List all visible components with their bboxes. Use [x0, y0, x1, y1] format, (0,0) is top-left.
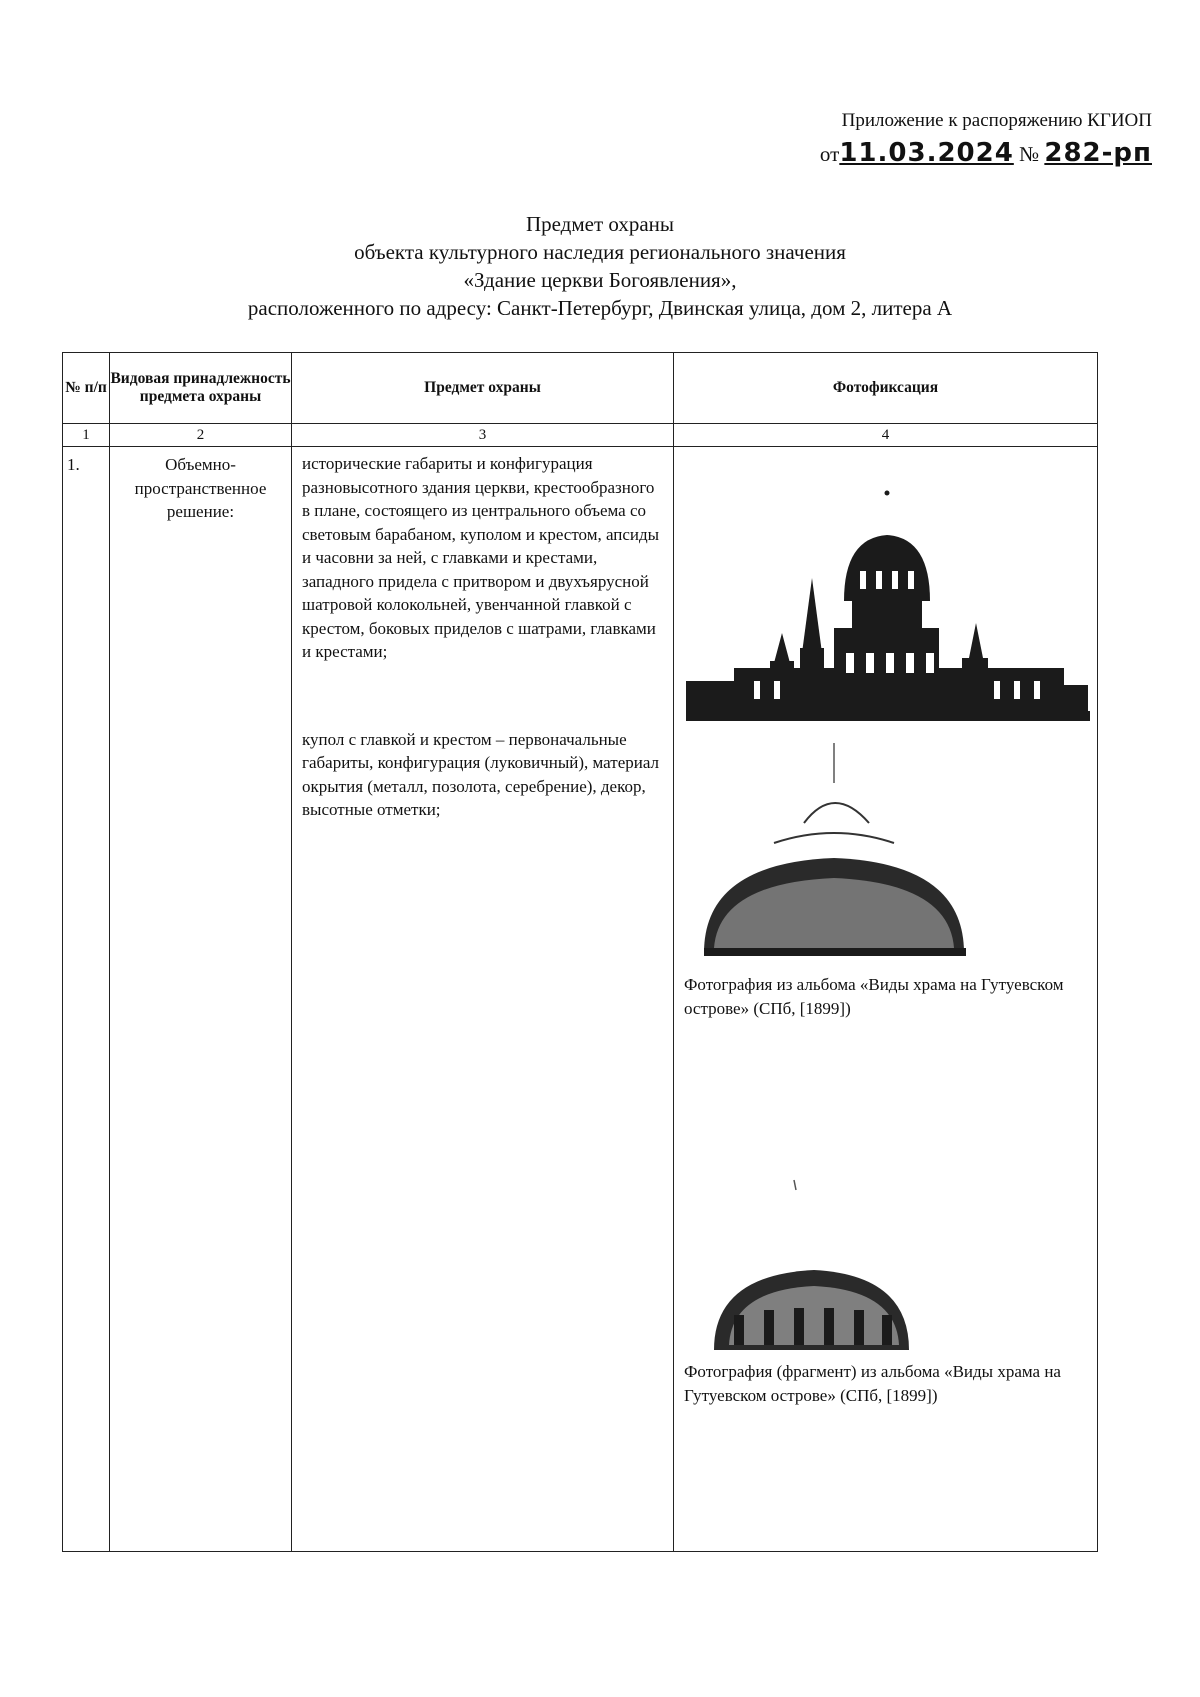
column-number: 2 — [110, 424, 292, 447]
dome-photo — [674, 743, 1096, 973]
drum-photo — [674, 1060, 1096, 1360]
table-row — [63, 447, 1098, 1552]
appendix-line: Приложение к распоряжению КГИОП — [841, 110, 1152, 131]
handwritten-number: 282-рп — [1044, 138, 1152, 168]
column-number-row — [63, 424, 1098, 447]
church-photo — [674, 453, 1096, 743]
protection-table — [62, 352, 1098, 1552]
row-category: Объемно-пространственное решение: — [110, 447, 292, 1552]
appendix-block — [820, 108, 1152, 167]
column-number: 1 — [63, 424, 110, 447]
title-line-4: расположенного по адресу: Санкт-Петербург, Двинская улица, дом 2, литера А — [247, 296, 953, 320]
photo-caption-2: Фотография (фрагмент) из альбома «Виды храма на Гутуевском острове» (СПб, [1899]) — [684, 1362, 1061, 1405]
title-line-2: объекта культурного наследия регионального значения — [354, 240, 846, 264]
header-subject: Предмет охраны — [292, 353, 674, 424]
handwritten-date: 11.03.2024 — [839, 138, 1014, 168]
header-category: Видовая принадлежность предмета охраны — [110, 353, 292, 424]
subject-item-1: исторические габариты и конфигурация разновысотного здания церкви, крестообразного в плане, состоящего из центрального объема со световым барабаном, куполом и крестом, апсиды и часовни за ней, с главками и крестами, западного придела с притвором и двухъярусной шатровой колокольней, увенчанной главкой с крестом, боковых приделов с шатрами, главками и крестами; — [302, 454, 660, 661]
photo-caption-1: Фотография из альбома «Виды храма на Гутуевском острове» (СПб, [1899]) — [684, 975, 1064, 1018]
column-number: 3 — [292, 424, 674, 447]
header-row — [63, 353, 1098, 424]
appendix-date-line — [820, 140, 1152, 167]
document-title — [0, 210, 1200, 322]
title-line-3: «Здание церкви Богоявления», — [463, 268, 737, 292]
subject-item-2: купол с главкой и крестом – первоначальные габариты, конфигурация (луковичный), материал окрытия (металл, позолота, серебрение), декор, высотные отметки; — [302, 729, 660, 819]
header-number: № п/п — [63, 353, 110, 424]
from-label: от — [819, 142, 840, 166]
row-number: 1. — [63, 447, 110, 1552]
header-photo: Фотофиксация — [674, 353, 1098, 424]
row-subject — [292, 447, 674, 1552]
row-photos — [674, 447, 1098, 1552]
title-line-1: Предмет охраны — [525, 212, 675, 236]
column-number: 4 — [674, 424, 1098, 447]
number-label: № — [1019, 142, 1040, 166]
